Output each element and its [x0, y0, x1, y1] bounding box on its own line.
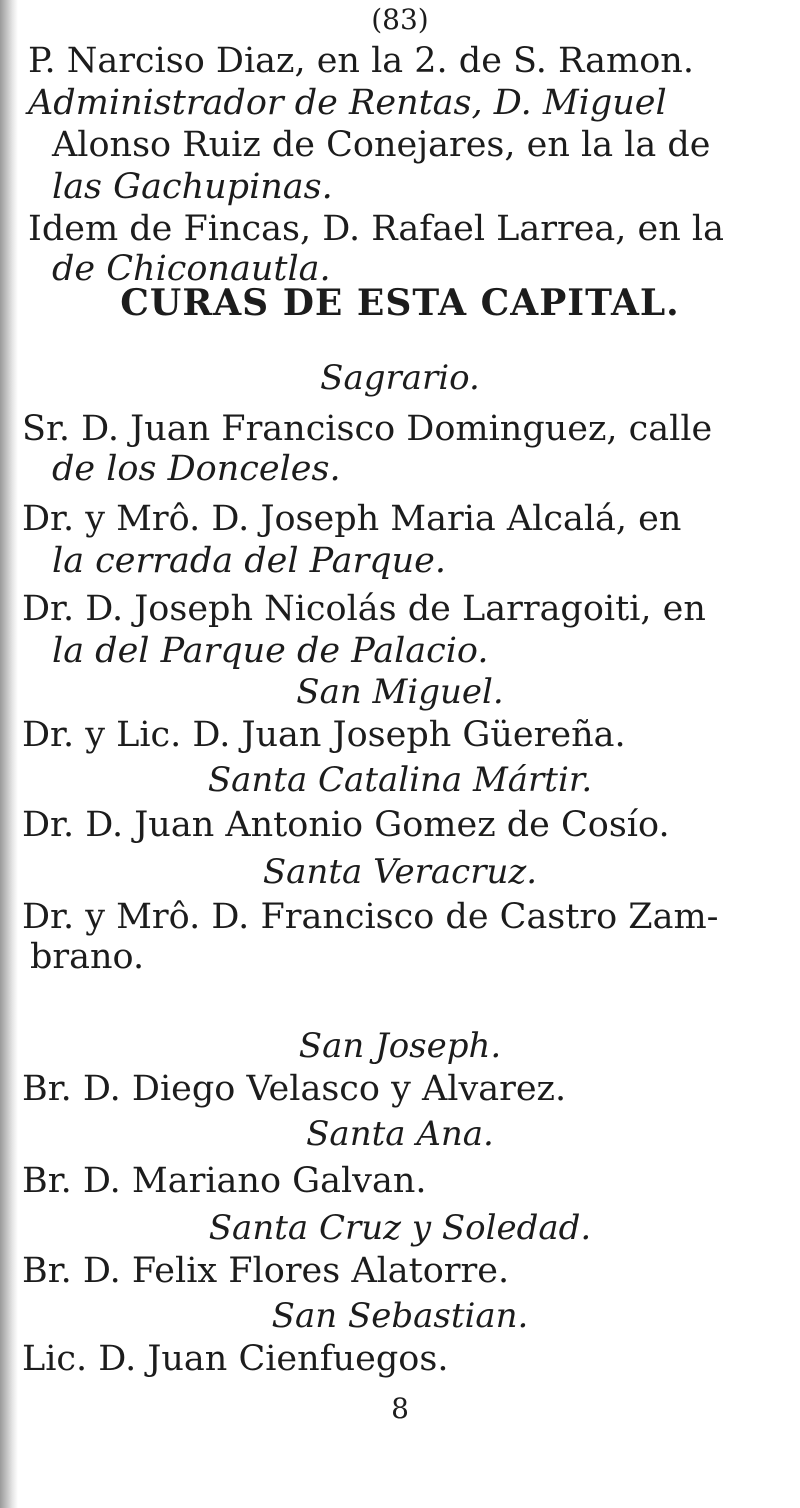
section-heading: CURAS DE ESTA CAPITAL.	[120, 282, 680, 324]
text-line: la del Parque de Palacio.	[52, 631, 489, 671]
text-line: Idem de Fincas, D. Rafael Larrea, en la	[28, 209, 724, 249]
text-line: las Gachupinas.	[52, 167, 333, 207]
text-line: de los Donceles.	[52, 449, 341, 489]
text-line: Lic. D. Juan Cienfuegos.	[22, 1339, 449, 1379]
parish-title: Santa Veracruz.	[262, 852, 538, 892]
signature-mark: 8	[391, 1392, 409, 1425]
text-line: Br. D. Diego Velasco y Alvarez.	[22, 1069, 567, 1109]
text-line: Dr. y Mrô. D. Francisco de Castro Zam-	[22, 897, 719, 937]
text-line: Dr. D. Juan Antonio Gomez de Cosío.	[22, 805, 670, 845]
page-number: (83)	[371, 3, 429, 36]
parish-title: Santa Ana.	[306, 1114, 494, 1154]
text-line: Alonso Ruiz de Conejares, en la la de	[52, 125, 711, 165]
parish-title: San Miguel.	[296, 672, 504, 712]
parish-title: San Joseph.	[298, 1026, 502, 1066]
text-line: Dr. y Mrô. D. Joseph Maria Alcalá, en	[22, 499, 682, 539]
parish-title: Santa Cruz y Soledad.	[208, 1208, 592, 1248]
text-line: P. Narciso Diaz, en la 2. de S. Ramon.	[28, 41, 694, 81]
parish-title: Sagrario.	[320, 358, 480, 398]
text-line: Administrador de Rentas, D. Miguel	[28, 83, 667, 123]
text-line: la cerrada del Parque.	[52, 541, 447, 581]
text-line: Dr. D. Joseph Nicolás de Larragoiti, en	[22, 589, 706, 629]
text-line: Dr. y Lic. D. Juan Joseph Güereña.	[22, 715, 626, 755]
text-line: Sr. D. Juan Francisco Dominguez, calle	[22, 409, 713, 449]
parish-title: Santa Catalina Mártir.	[207, 760, 593, 800]
text-line: Br. D. Mariano Galvan.	[22, 1161, 427, 1201]
text-line: Br. D. Felix Flores Alatorre.	[22, 1251, 510, 1291]
text-line: de Chiconautla.	[52, 249, 331, 289]
text-line: brano.	[30, 937, 145, 977]
parish-title: San Sebastian.	[271, 1296, 529, 1336]
